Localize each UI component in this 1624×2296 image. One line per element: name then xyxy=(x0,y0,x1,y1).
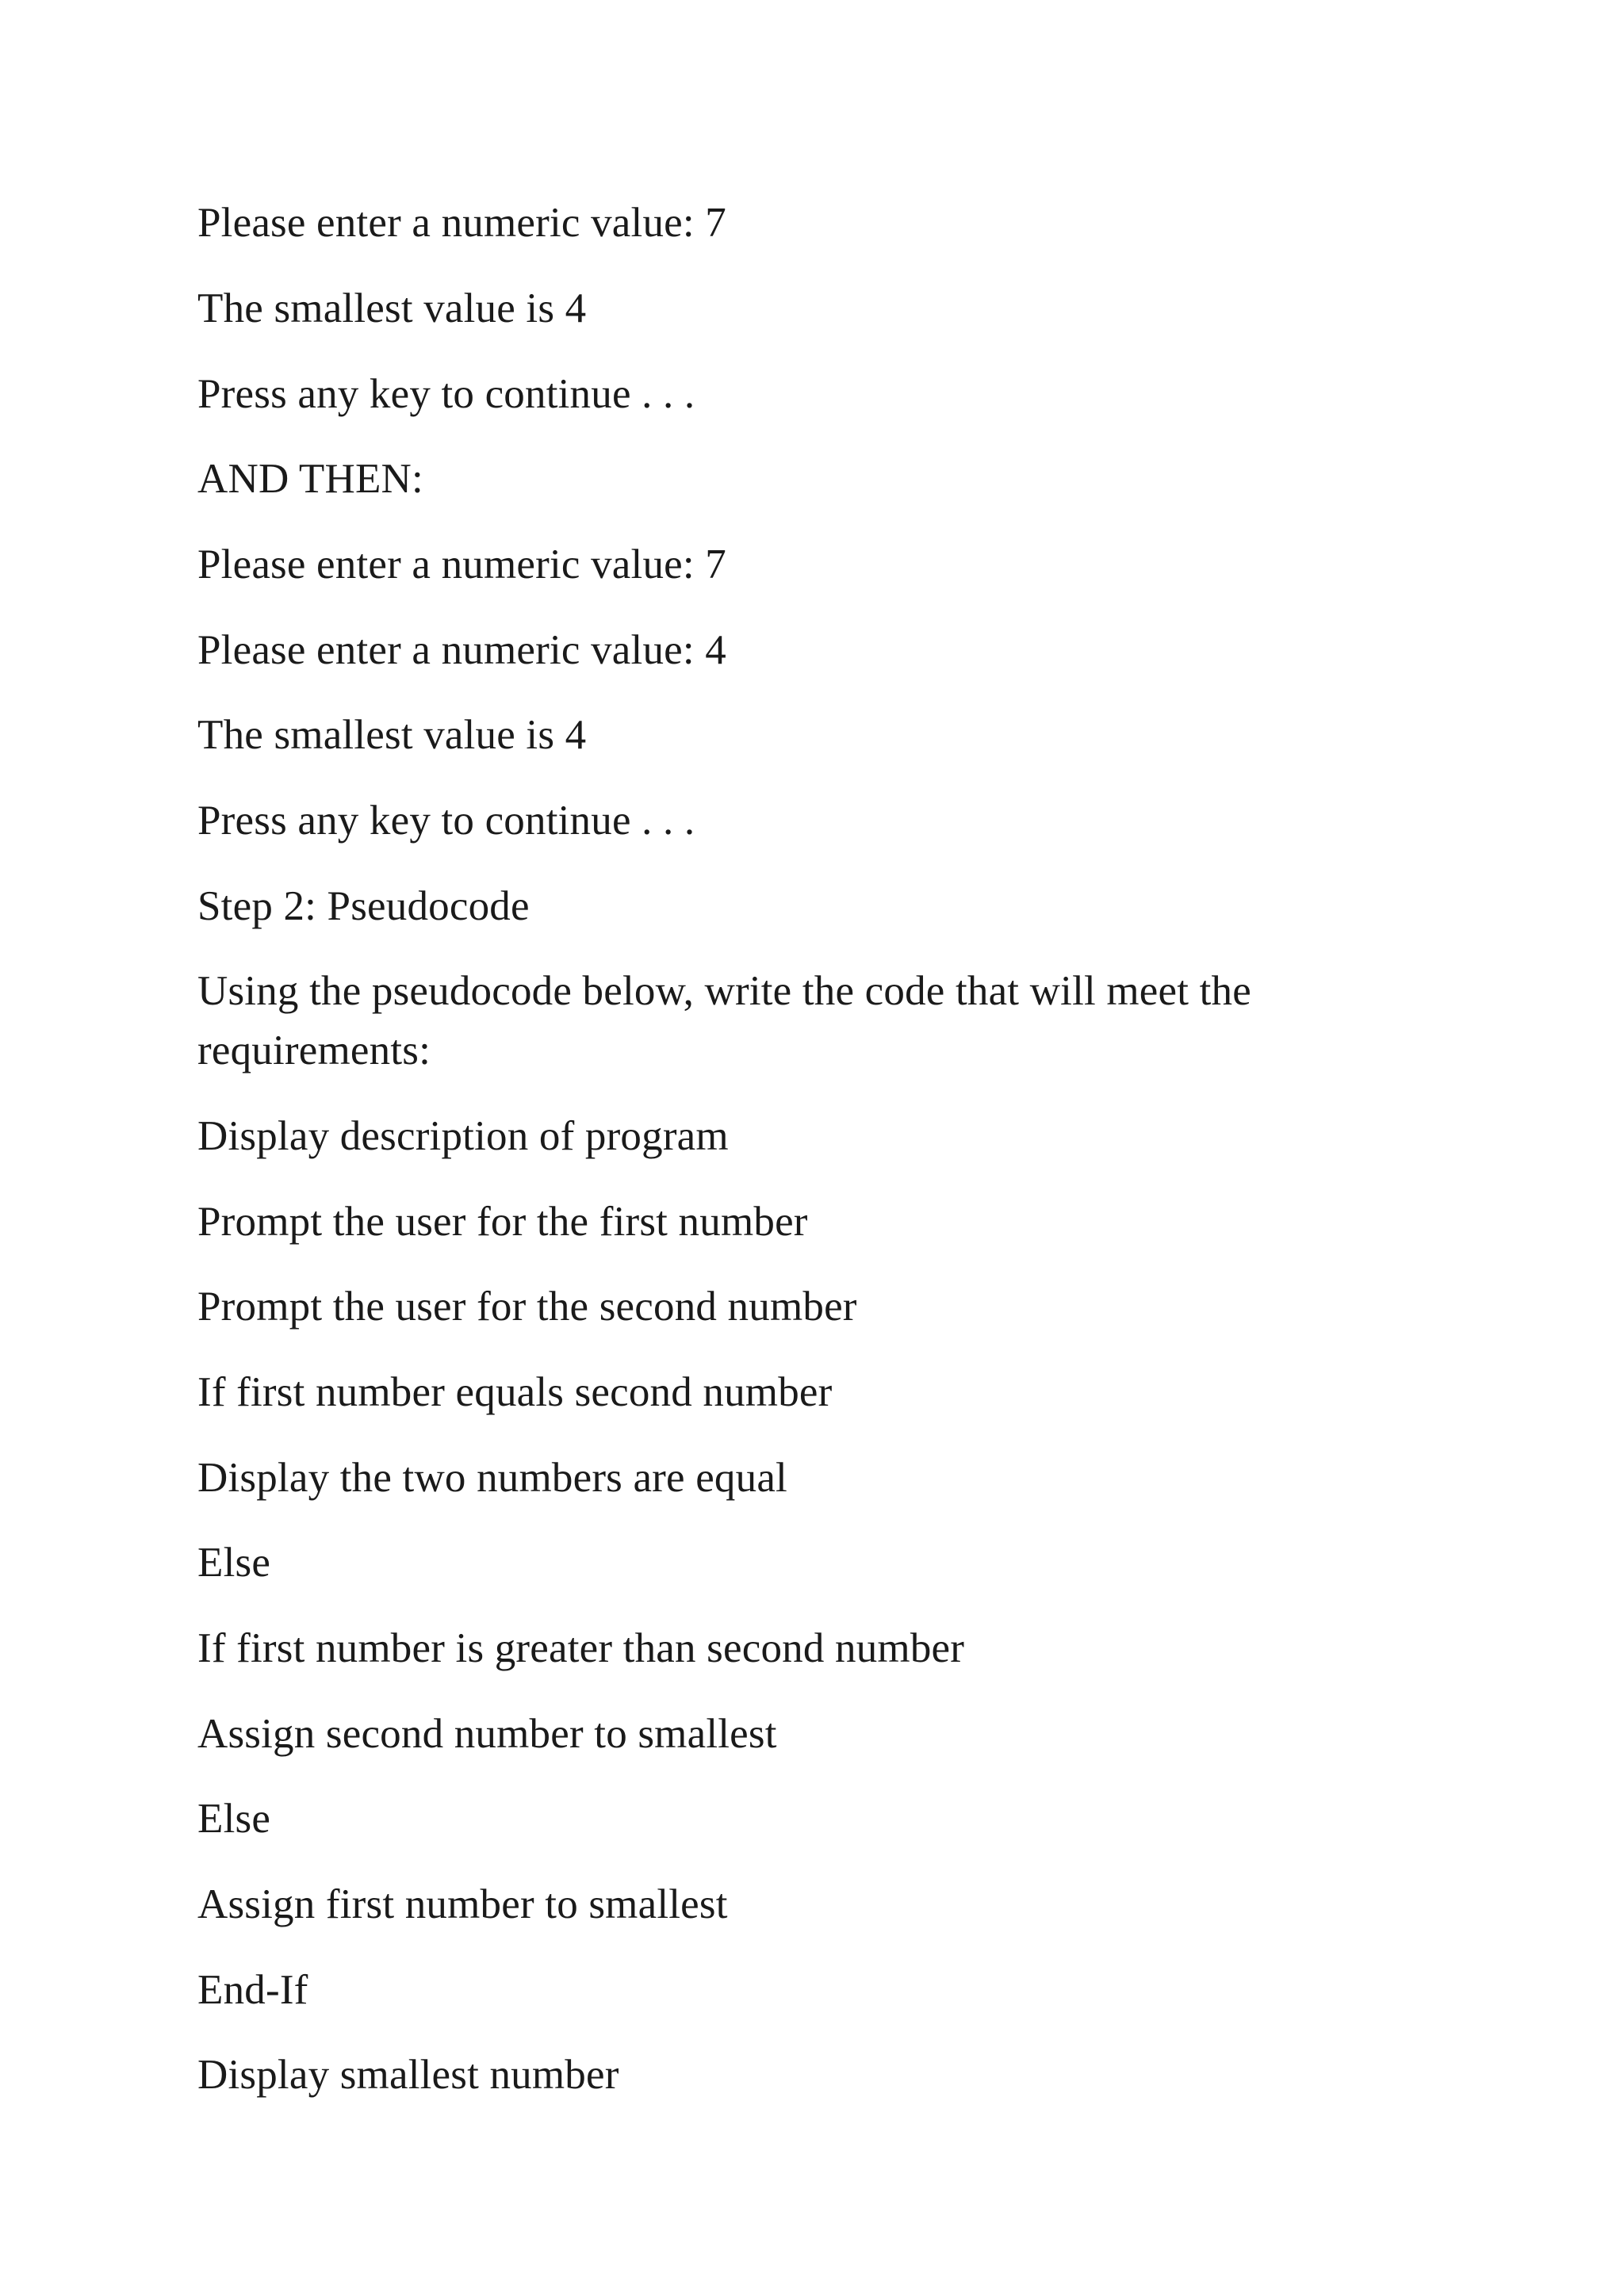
pseudocode-line-1: Display description of program xyxy=(197,1113,729,1159)
pseudocode-line-7: If first number is greater than second number xyxy=(197,1625,965,1671)
and-then-heading: AND THEN: xyxy=(197,456,423,502)
pseudocode-line-3: Prompt the user for the second number xyxy=(197,1284,857,1330)
pseudocode-line-6: Else xyxy=(197,1540,271,1586)
pseudocode-line-10: Assign first number to smallest xyxy=(197,1881,728,1927)
pseudocode-line-12: Display smallest number xyxy=(197,2052,619,2098)
pseudocode-line-11: End-If xyxy=(197,1967,308,2013)
output-line-continue-1: Press any key to continue . . . xyxy=(197,371,695,417)
output-line-prompt-1: Please enter a numeric value: 7 xyxy=(197,200,726,246)
output-line-smallest-1: The smallest value is 4 xyxy=(197,285,587,331)
pseudocode-line-8: Assign second number to smallest xyxy=(197,1711,777,1757)
instructions-paragraph: Using the pseudocode below, write the code that will meet the requirements: xyxy=(197,968,1251,1073)
output-line-prompt-3: Please enter a numeric value: 4 xyxy=(197,627,726,673)
output-line-prompt-2: Please enter a numeric value: 7 xyxy=(197,541,726,587)
output-line-continue-2: Press any key to continue . . . xyxy=(197,798,695,844)
pseudocode-line-2: Prompt the user for the first number xyxy=(197,1199,808,1245)
pseudocode-line-4: If first number equals second number xyxy=(197,1369,833,1415)
pseudocode-line-9: Else xyxy=(197,1796,271,1842)
output-line-smallest-2: The smallest value is 4 xyxy=(197,712,587,758)
step-2-heading: Step 2: Pseudocode xyxy=(197,883,530,929)
pseudocode-line-5: Display the two numbers are equal xyxy=(197,1455,787,1501)
